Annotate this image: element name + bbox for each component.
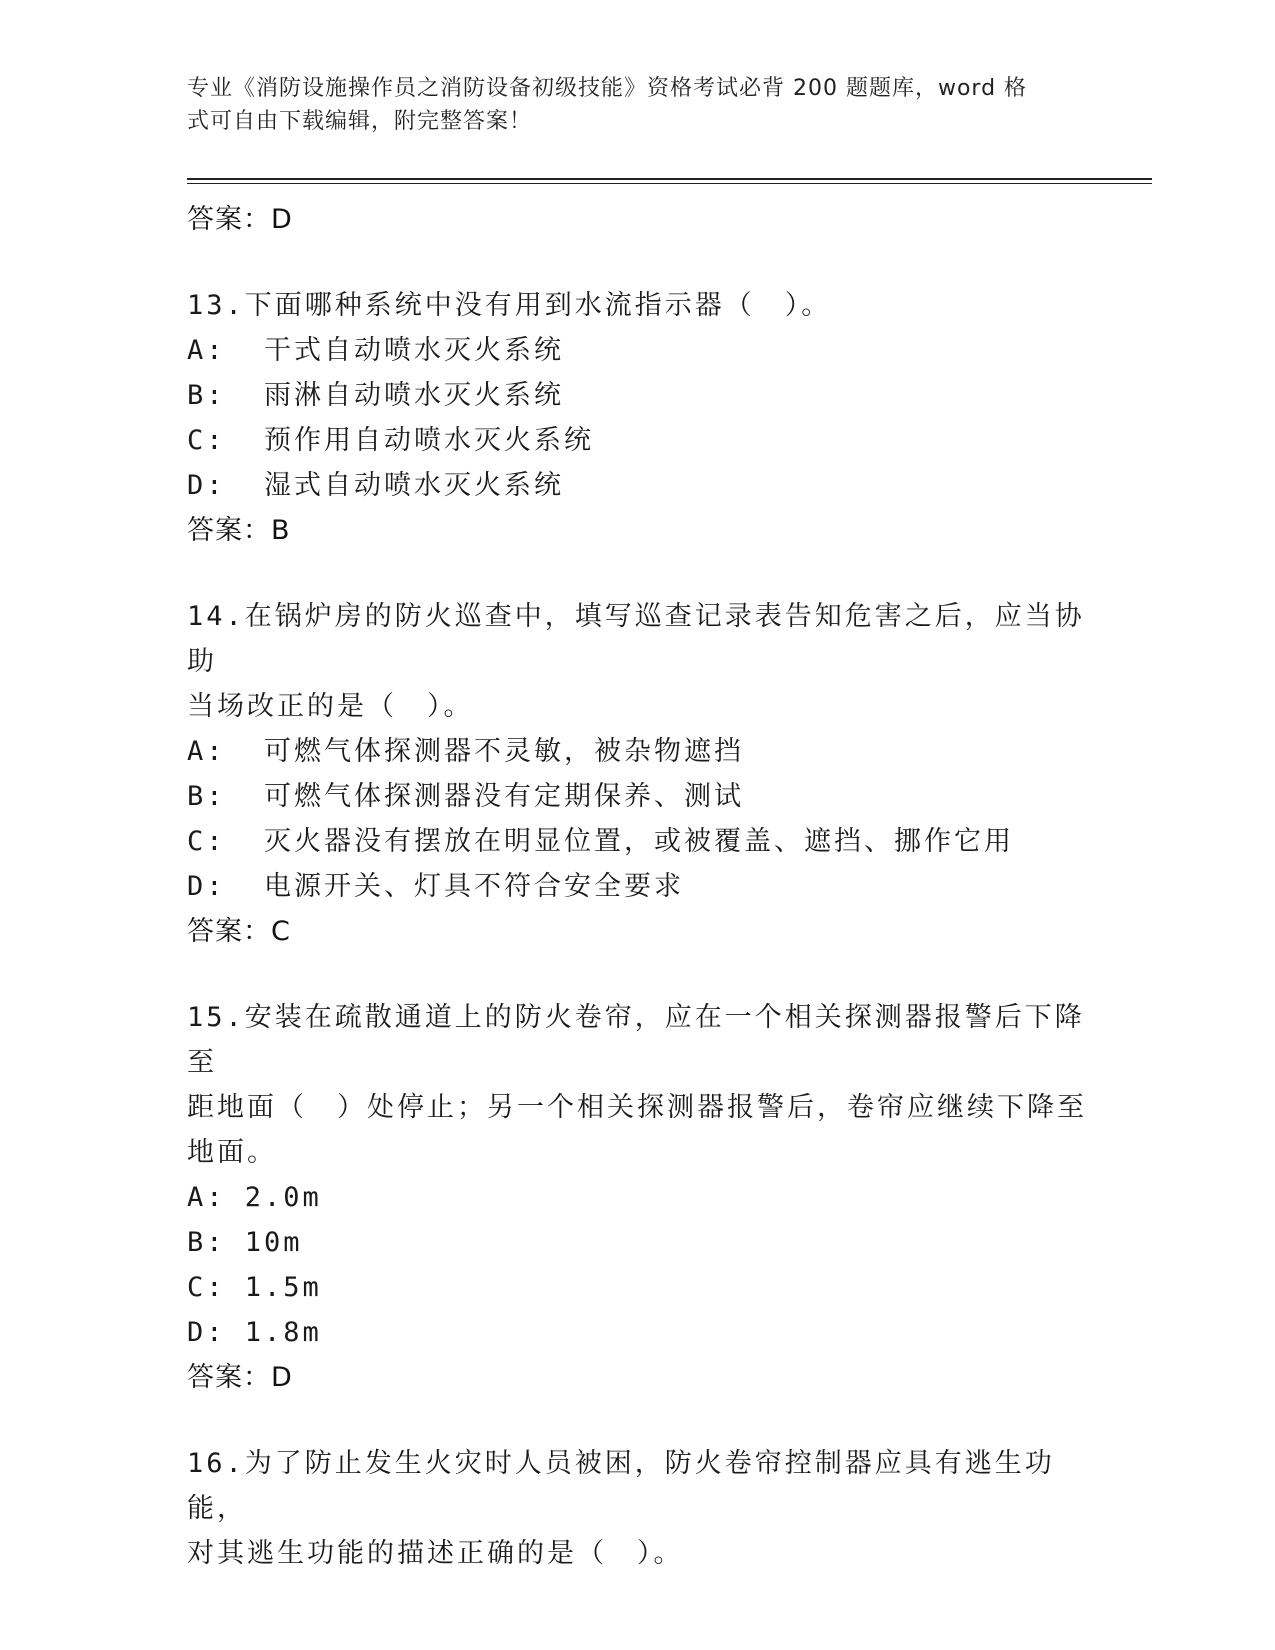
option-a: A: 可燃气体探测器不灵敏，被杂物遮挡 xyxy=(187,736,745,767)
option-b: B: 10m xyxy=(187,1227,303,1258)
question-stem: 13.下面哪种系统中没有用到水流指示器（ ）。 xyxy=(187,290,832,321)
option-d: D: 电源开关、灯具不符合安全要求 xyxy=(187,871,685,902)
option-a: A: 2.0m xyxy=(187,1182,322,1213)
option-c: C: 灭火器没有摆放在明显位置，或被覆盖、遮挡、挪作它用 xyxy=(187,826,1015,857)
lead-answer: 答案：D xyxy=(187,204,293,235)
question-13 xyxy=(187,283,1087,554)
option-d: D: 湿式自动喷水灭火系统 xyxy=(187,470,565,501)
answer-line: 答案：B xyxy=(187,515,291,546)
answer-line: 答案：C xyxy=(187,916,291,947)
question-15 xyxy=(187,995,1087,1401)
question-stem-line-1: 14.在锅炉房的防火巡查中，填写巡查记录表告知危害之后，应当协助 xyxy=(187,601,1085,677)
header-divider-top xyxy=(187,178,1152,180)
option-c: C: 1.5m xyxy=(187,1272,322,1303)
option-b: B: 雨淋自动喷水灭火系统 xyxy=(187,380,565,411)
question-stem-line-2: 对其逃生功能的描述正确的是（ ）。 xyxy=(187,1538,684,1569)
answer-line: 答案：D xyxy=(187,1362,293,1393)
question-stem-line-1: 15.安装在疏散通道上的防火卷帘，应在一个相关探测器报警后下降至 xyxy=(187,1002,1085,1078)
question-stem-line-2: 当场改正的是（ ）。 xyxy=(187,691,474,722)
option-d: D: 1.8m xyxy=(187,1317,322,1348)
option-c: C: 预作用自动喷水灭火系统 xyxy=(187,425,595,456)
header-line-1: 专业《消防设施操作员之消防设备初级技能》资格考试必背 200 题题库，word 格 xyxy=(187,76,1028,101)
question-stem-line-2: 距地面（ ）处停止；另一个相关探测器报警后，卷帘应继续下降至 xyxy=(187,1092,1087,1123)
header-line-2: 式可自由下载编辑，附完整答案！ xyxy=(187,109,533,134)
option-a: A: 干式自动喷水灭火系统 xyxy=(187,335,565,366)
question-stem-line-3: 地面。 xyxy=(187,1137,277,1168)
document-header xyxy=(187,72,1067,138)
document-body xyxy=(187,185,1087,1576)
question-16 xyxy=(187,1441,1087,1576)
question-14 xyxy=(187,594,1087,955)
option-b: B: 可燃气体探测器没有定期保养、测试 xyxy=(187,781,745,812)
question-stem-line-1: 16.为了防止发生火灾时人员被困，防火卷帘控制器应具有逃生功能， xyxy=(187,1448,1055,1524)
header-divider-bottom xyxy=(187,183,1152,184)
